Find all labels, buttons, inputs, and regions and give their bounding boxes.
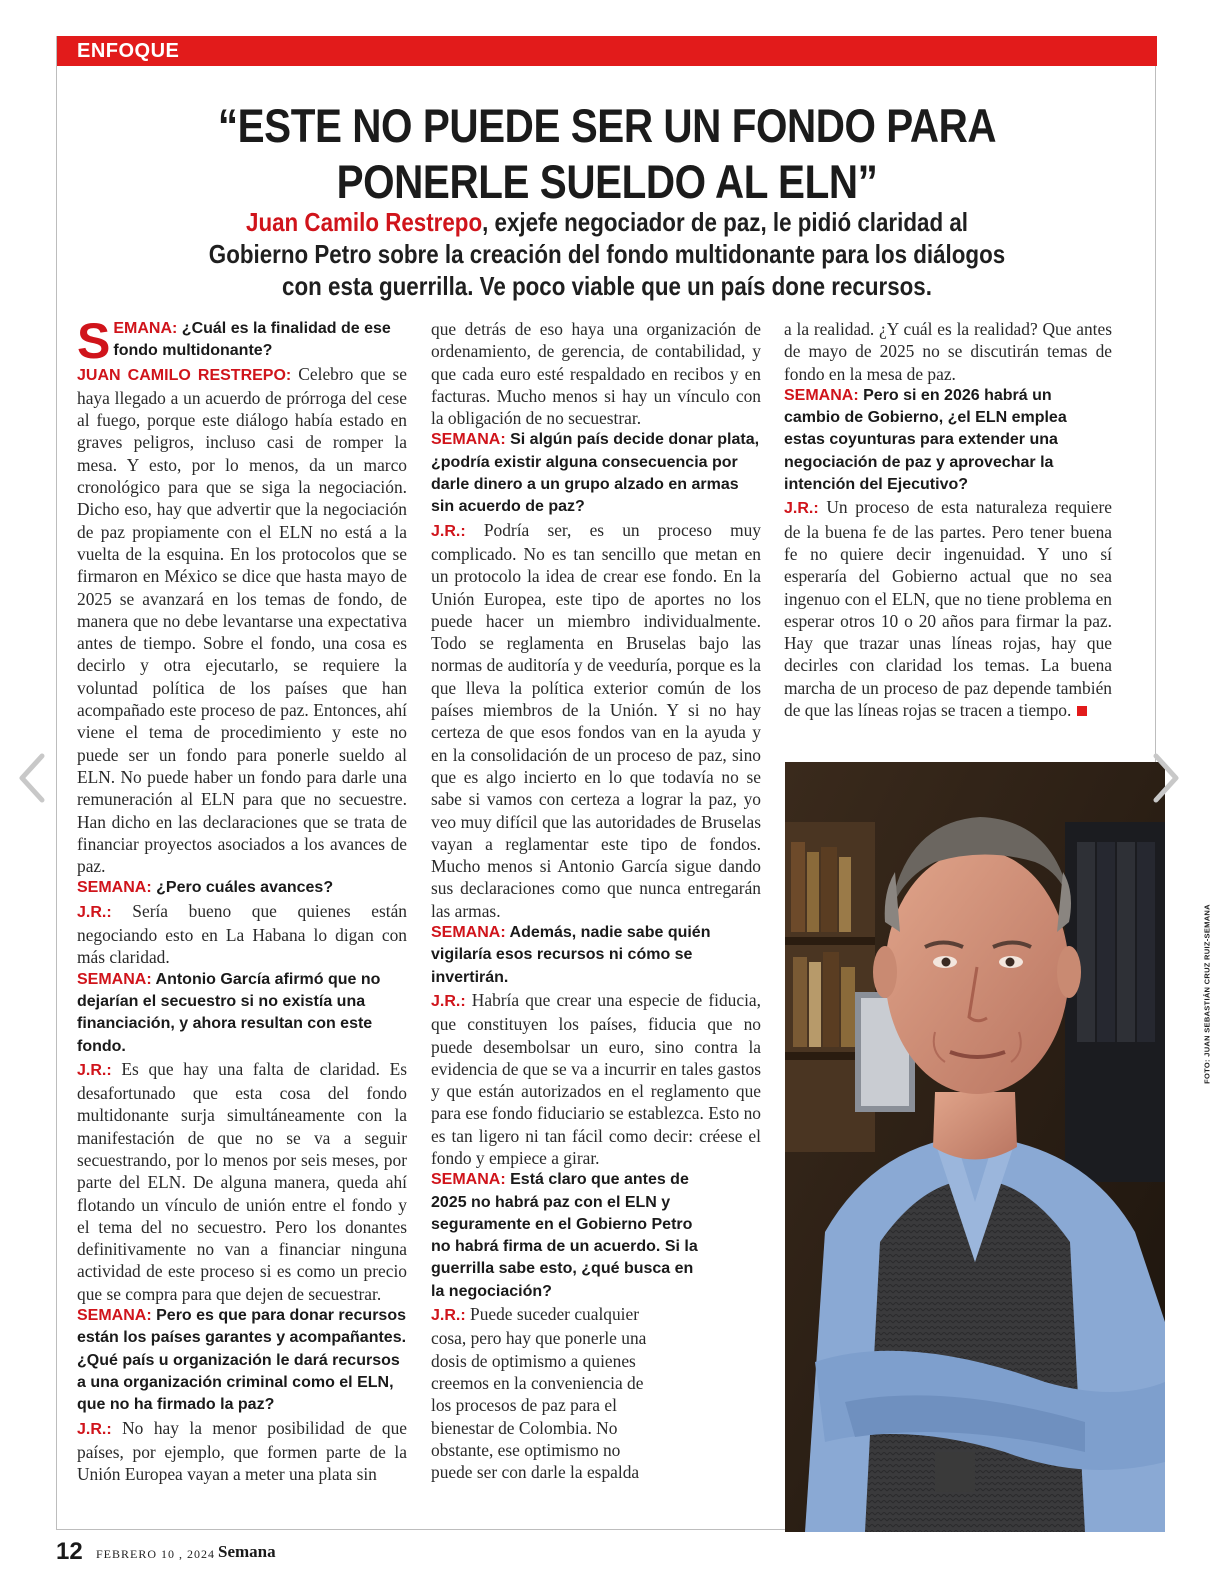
column-2: [431, 318, 761, 1483]
speaker-label: J.R.:: [77, 1420, 112, 1438]
question: [431, 1169, 701, 1303]
answer: [77, 363, 407, 878]
speaker-label: J.R.:: [431, 1307, 466, 1325]
deck-line-2: Gobierno Petro sobre la creación del fondo multidonante para los diálogos: [208, 239, 1006, 269]
chevron-left-icon: [12, 748, 52, 808]
section-label: ENFOQUE: [77, 40, 180, 62]
magazine-name: Semana: [218, 1542, 276, 1561]
page-number: 12: [56, 1538, 83, 1565]
speaker-label: J.R.:: [77, 903, 112, 921]
column-3: [784, 318, 1112, 721]
speaker-label: SEMANA:: [77, 879, 152, 897]
portrait-illustration: [785, 762, 1165, 1532]
speaker-label: EMANA:: [113, 320, 178, 337]
answer-text: Habría que crear una especie de fiducia, que constituyen los países, fiducia que no puede desembolsar un euro, sino contra la evidencia de que se va a incurrir en tales gastos y que están autorizados en el reglamento que para ese fondo fiduciario se establezca. Esto no es tan ligero ni tan fácil como decir: créese el fondo y empiece a girar.: [431, 989, 761, 1168]
answer: [784, 496, 1112, 721]
answer: [77, 900, 407, 969]
issue-date: FEBRERO 10 , 2024: [96, 1547, 216, 1561]
headline-line-1: “ESTE NO PUEDE SER UN FONDO PARA: [217, 99, 997, 152]
deck: [168, 206, 1045, 302]
question-text: Pero si en 2026 habrá un cambio de Gobierno, ¿el ELN emplea estas coyunturas para extender una negociación de paz y aprovechar la intención del Ejecutivo?: [784, 386, 1067, 494]
column-1: [77, 313, 407, 1485]
section-bar: [57, 36, 1157, 66]
speaker-label: J.R.:: [431, 522, 466, 540]
deck-line-1: [168, 206, 1045, 238]
photo-credit: [1200, 902, 1214, 1086]
answer-text: Celebro que se haya llegado a un acuerdo de prórroga del cese al fuego, porque este diálogo había estado en graves peligros, incluso casi de romper la mesa. Y esto, por lo menos, da un marco cronológico para que se siga la negociación. Dicho eso, hay que advertir que la negociación de paz propiamente con el ELN no está a la vuelta de la esquina. En los protocolos que se firmaron en México se dice que hasta mayo de 2025 se avanzará en los temas de fondo, de manera que no debe levantarse una expectativa antes de tiempo. Sobre el fondo, una cosa es decirlo y otra ejecutarlo, se requiere la voluntad política de los países que han acompañado este proceso de paz. Entonces, ahí viene el tema de procedimiento y este no puede ser un fondo para ponerle sueldo al ELN. No puede haber un fondo para darle una remuneración al ELN para que no secuestre. Han dicho en las declaraciones que se trata de financiar proyectos asociados a los avances de paz.: [77, 363, 407, 877]
headline-line-2: PONERLE SUELDO AL ELN”: [336, 155, 878, 208]
portrait-photo: [785, 762, 1165, 1532]
deck-name: Juan Camilo Restrepo: [246, 207, 483, 237]
answer-text: Un proceso de esta naturaleza requiere de la buena fe de las partes. Pero tener buena fe no quiere decir ingenuidad. Y uno sí esperaría del Gobierno actual que no sea ingenuo con el ELN, que no tiene problema en esperar otros 10 o 20 años para firmar la paz. Hay que trazar unas líneas rojas, hay que decirles con claridad los temas. La buena marcha de un proceso de paz depende también de que las líneas rojas se tracen a tiempo.: [784, 497, 1112, 721]
answer: [431, 1303, 665, 1483]
previous-page-button[interactable]: [12, 748, 52, 808]
answer-text: Es que hay una falta de claridad. Es desafortunado que esta cosa del fondo multidonante surja simultáneamente con la manifestación de que no se va a seguir secuestrando, por lo menos por seis meses, por parte del ELN. De alguna manera, queda ahí flotando un vínculo de unión entre el fondo y el tema del no secuestro. Pero los donantes definitivamente no van a financiar ninguna actividad de este proceso si es como un precio que se compra para que dejen de secuestrar.: [77, 1058, 407, 1304]
speaker-label: SEMANA:: [431, 924, 506, 942]
question: [77, 969, 407, 1058]
next-page-button[interactable]: [1146, 748, 1186, 808]
answer-text: Puede suceder cualquier cosa, pero hay que ponerle una dosis de optimismo a quienes creemos en la conveniencia de los procesos de paz para el bienestar de Colombia. No obstante, ese optimismo no puede ser con darle la espalda: [431, 1304, 647, 1483]
deck-line-1-rest: , exjefe negociador de paz, le pidió claridad al: [482, 207, 968, 237]
answer-text: Podría ser, es un proceso muy complicado. No es tan sencillo que metan en un protocolo la idea de crear ese fondo. En la Unión Europea, este tipo de aportes no los puede hacer un miembro individualmente. Todo se reglamenta en Bruselas bajo las normas de auditoría y de veeduría, porque es la que lleva la política exterior común de los países miembros de la Unión. Y si no hay certeza de que esos fondos van en la ayuda y en la consolidación de un proceso de paz, sino que es algo incierto en lo que todavía no se sabe si vamos con certeza a lograr la paz, yo veo muy difícil que las autoridades de Bruselas vayan a reglamentar este tipo de fondos. Mucho menos si Antonio García sigue dando sus declaraciones como que nunca entregarán las armas.: [431, 519, 761, 921]
speaker-label: SEMANA:: [77, 970, 152, 988]
answer: [77, 1417, 407, 1486]
answer-continuation: que detrás de eso haya una organización de ordenamiento, de gerencia, de contabilidad, y que cada euro esté respaldado en recibos y en facturas. Mucho menos si hay un vínculo con la obligación de no secuestrar.: [431, 319, 761, 429]
question-text: Está claro que antes de 2025 no habrá paz con el ELN y seguramente en el Gobierno Petro no habrá firma de un acuerdo. Si la guerrilla sabe esto, ¿qué busca en la negociación?: [431, 1171, 698, 1300]
question: [431, 922, 761, 989]
headline: [186, 98, 1029, 210]
question-text: Pero es que para donar recursos están los países garantes y acompañantes. ¿Qué país u organización le dará recursos a una organización criminal como el ELN, que no ha firmado la paz?: [77, 1307, 407, 1414]
chevron-right-icon: [1146, 748, 1186, 808]
question: [77, 313, 407, 369]
speaker-label: SEMANA:: [784, 386, 859, 404]
question-text: ¿Cuál es la finalidad de ese fondo multidonante?: [113, 320, 391, 360]
answer: [431, 989, 761, 1169]
question-text: Además, nadie sabe quién vigilaría esos recursos ni cómo se invertirán.: [431, 924, 711, 986]
speaker-label: J.R.:: [784, 500, 819, 518]
speaker-label: JUAN CAMILO RESTREPO:: [77, 366, 292, 384]
speaker-label: SEMANA:: [77, 1307, 152, 1325]
answer-continuation: a la realidad. ¿Y cuál es la realidad? Que antes de mayo de 2025 no se discutirán temas de fondo en la mesa de paz.: [784, 319, 1112, 384]
article-page: [56, 36, 1212, 1530]
speaker-label: J.R.:: [77, 1061, 112, 1079]
question: [431, 429, 761, 518]
dropcap: S: [77, 313, 111, 369]
question: [77, 877, 407, 899]
question-text: Antonio García afirmó que no dejarían el secuestro si no existía una financiación, y ahora resultan con este fondo.: [77, 970, 381, 1055]
deck-line-3: con esta guerrilla. Ve poco viable que un país done recursos.: [282, 271, 932, 301]
end-mark: [1077, 706, 1087, 716]
answer-text: Sería bueno que quienes están negociando esto en La Habana lo digan con más claridad.: [77, 900, 407, 968]
answer-text: No hay la menor posibilidad de que países, por ejemplo, que formen parte de la Unión Europea vayan a meter una plata sin: [77, 1417, 407, 1485]
question: [77, 1305, 407, 1416]
answer: [77, 1058, 407, 1305]
speaker-label: SEMANA:: [431, 1171, 506, 1189]
speaker-label: J.R.:: [431, 992, 466, 1010]
question-text: ¿Pero cuáles avances?: [151, 879, 334, 897]
question: [784, 385, 1112, 496]
question-text: Si algún país decide donar plata, ¿podría existir alguna consecuencia por darle dinero a un grupo alzado en armas sin acuerdo de paz?: [431, 431, 760, 516]
answer: [431, 519, 761, 922]
photo-credit-text: FOTO: JUAN SEBASTIÁN CRUZ RUIZ-SEMANA: [1202, 904, 1212, 1084]
speaker-label: SEMANA:: [431, 431, 506, 449]
